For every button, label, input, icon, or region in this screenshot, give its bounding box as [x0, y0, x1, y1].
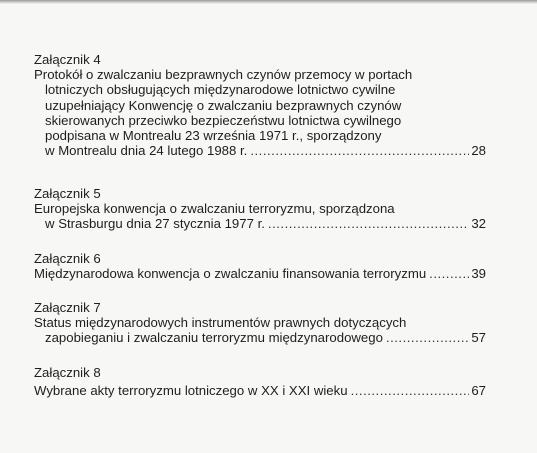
dot-leader [386, 330, 469, 345]
entry-title-line: Europejska konwencja o zwalczaniu terroryzmu, sporządzona [34, 201, 395, 217]
page-number[interactable]: 28 [471, 143, 486, 159]
entry-title-line: Protokół o zwalczaniu bezprawnych czynów przemocy w portach [34, 67, 413, 83]
annex-heading: Załącznik 7 [34, 300, 101, 315]
entry-final-line [34, 266, 486, 281]
entry-title-line: zapobieganiu i zwalczaniu terroryzmu międzynarodowego [45, 330, 383, 346]
entry-title-line: podpisana w Montrealu 23 września 1971 r., sporządzony [45, 128, 382, 144]
dot-leader [429, 266, 469, 281]
entry-title-line: skierowanych przeciwko bezpieczeństwu lotnictwa cywilnego [45, 112, 402, 128]
toc-entry-annex-5[interactable] [34, 186, 486, 232]
page-number[interactable]: 57 [471, 330, 486, 346]
annex-heading: Załącznik 8 [34, 365, 101, 380]
entry-title-line: Wybrane akty terroryzmu lotniczego w XX i XXI wieku [34, 383, 348, 399]
entry-final-line [34, 143, 486, 158]
annex-heading: Załącznik 6 [34, 251, 101, 266]
toc-entry-annex-6[interactable] [34, 251, 486, 281]
entry-title-line: Międzynarodowa konwencja o zwalczaniu finansowania terroryzmu [34, 266, 427, 282]
dot-leader [268, 216, 469, 231]
page-number[interactable]: 39 [471, 266, 486, 282]
annex-heading: Załącznik 5 [34, 186, 101, 201]
entry-title-line: Status międzynarodowych instrumentów prawnych dotyczących [34, 315, 407, 331]
annex-heading: Załącznik 4 [34, 52, 101, 67]
page-number[interactable]: 32 [471, 216, 486, 232]
entry-final-line [34, 216, 486, 231]
toc-entry-annex-4[interactable] [34, 52, 486, 158]
page-number[interactable]: 67 [471, 383, 486, 399]
toc-entry-annex-8[interactable] [34, 365, 486, 398]
dot-leader [351, 383, 470, 398]
entry-title-line: uzupełniający Konwencję o zwalczaniu bezprawnych czynów [45, 97, 402, 113]
entry-final-line [34, 330, 486, 345]
entry-final-line [34, 383, 486, 398]
entry-title-line: w Montrealu dnia 24 lutego 1988 r. [45, 143, 248, 159]
entry-title-line: lotniczych obsługujących międzynarodowe lotnictwo cywilne [45, 82, 396, 98]
entry-title-line: w Strasburgu dnia 27 stycznia 1977 r. [45, 216, 265, 232]
scan-top-edge [0, 0, 537, 4]
dot-leader [250, 143, 469, 158]
toc-entry-annex-7[interactable] [34, 300, 486, 346]
